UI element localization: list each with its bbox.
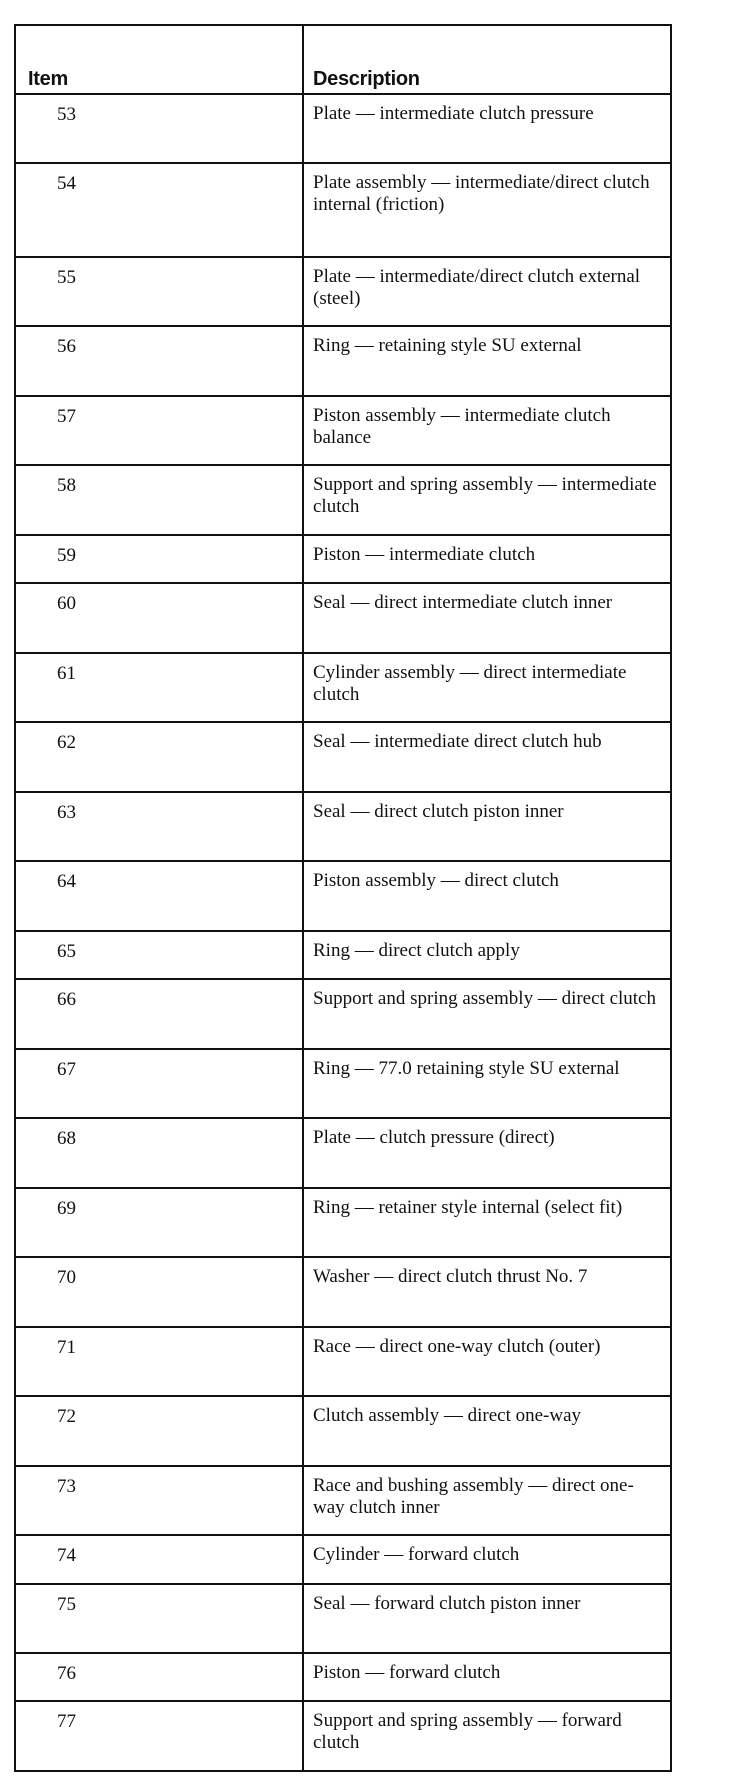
item-description: Plate — intermediate clutch pressure <box>303 94 671 164</box>
item-description: Support and spring assembly — direct clutch <box>303 979 671 1049</box>
table-row <box>15 326 671 396</box>
item-number: 55 <box>15 257 303 327</box>
item-description: Cylinder — forward clutch <box>303 1535 671 1583</box>
item-number: 77 <box>15 1701 303 1771</box>
table-row <box>15 1396 671 1466</box>
item-description: Piston — forward clutch <box>303 1653 671 1701</box>
table-row <box>15 94 671 164</box>
item-number: 57 <box>15 396 303 466</box>
table-row <box>15 396 671 466</box>
table-row <box>15 1188 671 1258</box>
item-number: 69 <box>15 1188 303 1258</box>
item-number: 70 <box>15 1257 303 1327</box>
table-row <box>15 1584 671 1654</box>
item-number: 75 <box>15 1584 303 1654</box>
item-number: 53 <box>15 94 303 164</box>
table-row <box>15 861 671 931</box>
item-description: Plate assembly — intermediate/direct clutch internal (friction) <box>303 163 671 257</box>
table-row <box>15 163 671 257</box>
item-description: Ring — retaining style SU external <box>303 326 671 396</box>
table-row <box>15 792 671 862</box>
parts-table <box>14 24 672 1772</box>
item-description: Washer — direct clutch thrust No. 7 <box>303 1257 671 1327</box>
item-number: 58 <box>15 465 303 535</box>
item-description: Piston — intermediate clutch <box>303 535 671 583</box>
item-number: 56 <box>15 326 303 396</box>
item-column-header: Item <box>15 25 303 94</box>
table-row <box>15 722 671 792</box>
item-description: Race and bushing assembly — direct one-way clutch inner <box>303 1466 671 1536</box>
item-description: Cylinder assembly — direct intermediate clutch <box>303 653 671 723</box>
table-row <box>15 653 671 723</box>
item-number: 59 <box>15 535 303 583</box>
item-number: 60 <box>15 583 303 653</box>
item-number: 66 <box>15 979 303 1049</box>
item-description: Plate — intermediate/direct clutch external (steel) <box>303 257 671 327</box>
item-number: 61 <box>15 653 303 723</box>
table-row <box>15 535 671 583</box>
item-description: Ring — 77.0 retaining style SU external <box>303 1049 671 1119</box>
table-row <box>15 1535 671 1583</box>
item-number: 68 <box>15 1118 303 1188</box>
item-description: Ring — retainer style internal (select fit) <box>303 1188 671 1258</box>
item-number: 71 <box>15 1327 303 1397</box>
table-row <box>15 1701 671 1771</box>
item-number: 64 <box>15 861 303 931</box>
item-number: 54 <box>15 163 303 257</box>
description-column-header: Description <box>303 25 671 94</box>
table-row <box>15 1653 671 1701</box>
item-number: 63 <box>15 792 303 862</box>
item-description: Seal — direct intermediate clutch inner <box>303 583 671 653</box>
item-description: Support and spring assembly — intermediate clutch <box>303 465 671 535</box>
item-number: 62 <box>15 722 303 792</box>
table-row <box>15 931 671 979</box>
table-row <box>15 979 671 1049</box>
item-description: Piston assembly — intermediate clutch balance <box>303 396 671 466</box>
table-row <box>15 1466 671 1536</box>
item-number: 73 <box>15 1466 303 1536</box>
item-description: Support and spring assembly — forward clutch <box>303 1701 671 1771</box>
item-description: Piston assembly — direct clutch <box>303 861 671 931</box>
item-description: Ring — direct clutch apply <box>303 931 671 979</box>
item-number: 65 <box>15 931 303 979</box>
table-row <box>15 465 671 535</box>
item-description: Plate — clutch pressure (direct) <box>303 1118 671 1188</box>
item-number: 72 <box>15 1396 303 1466</box>
item-number: 76 <box>15 1653 303 1701</box>
item-description: Clutch assembly — direct one-way <box>303 1396 671 1466</box>
table-row <box>15 1118 671 1188</box>
item-description: Race — direct one-way clutch (outer) <box>303 1327 671 1397</box>
item-description: Seal — intermediate direct clutch hub <box>303 722 671 792</box>
table-row <box>15 1327 671 1397</box>
table-row <box>15 1049 671 1119</box>
item-description: Seal — direct clutch piston inner <box>303 792 671 862</box>
item-description: Seal — forward clutch piston inner <box>303 1584 671 1654</box>
item-number: 74 <box>15 1535 303 1583</box>
item-number: 67 <box>15 1049 303 1119</box>
table-row <box>15 583 671 653</box>
table-row <box>15 1257 671 1327</box>
table-row <box>15 257 671 327</box>
header-row <box>15 25 671 94</box>
